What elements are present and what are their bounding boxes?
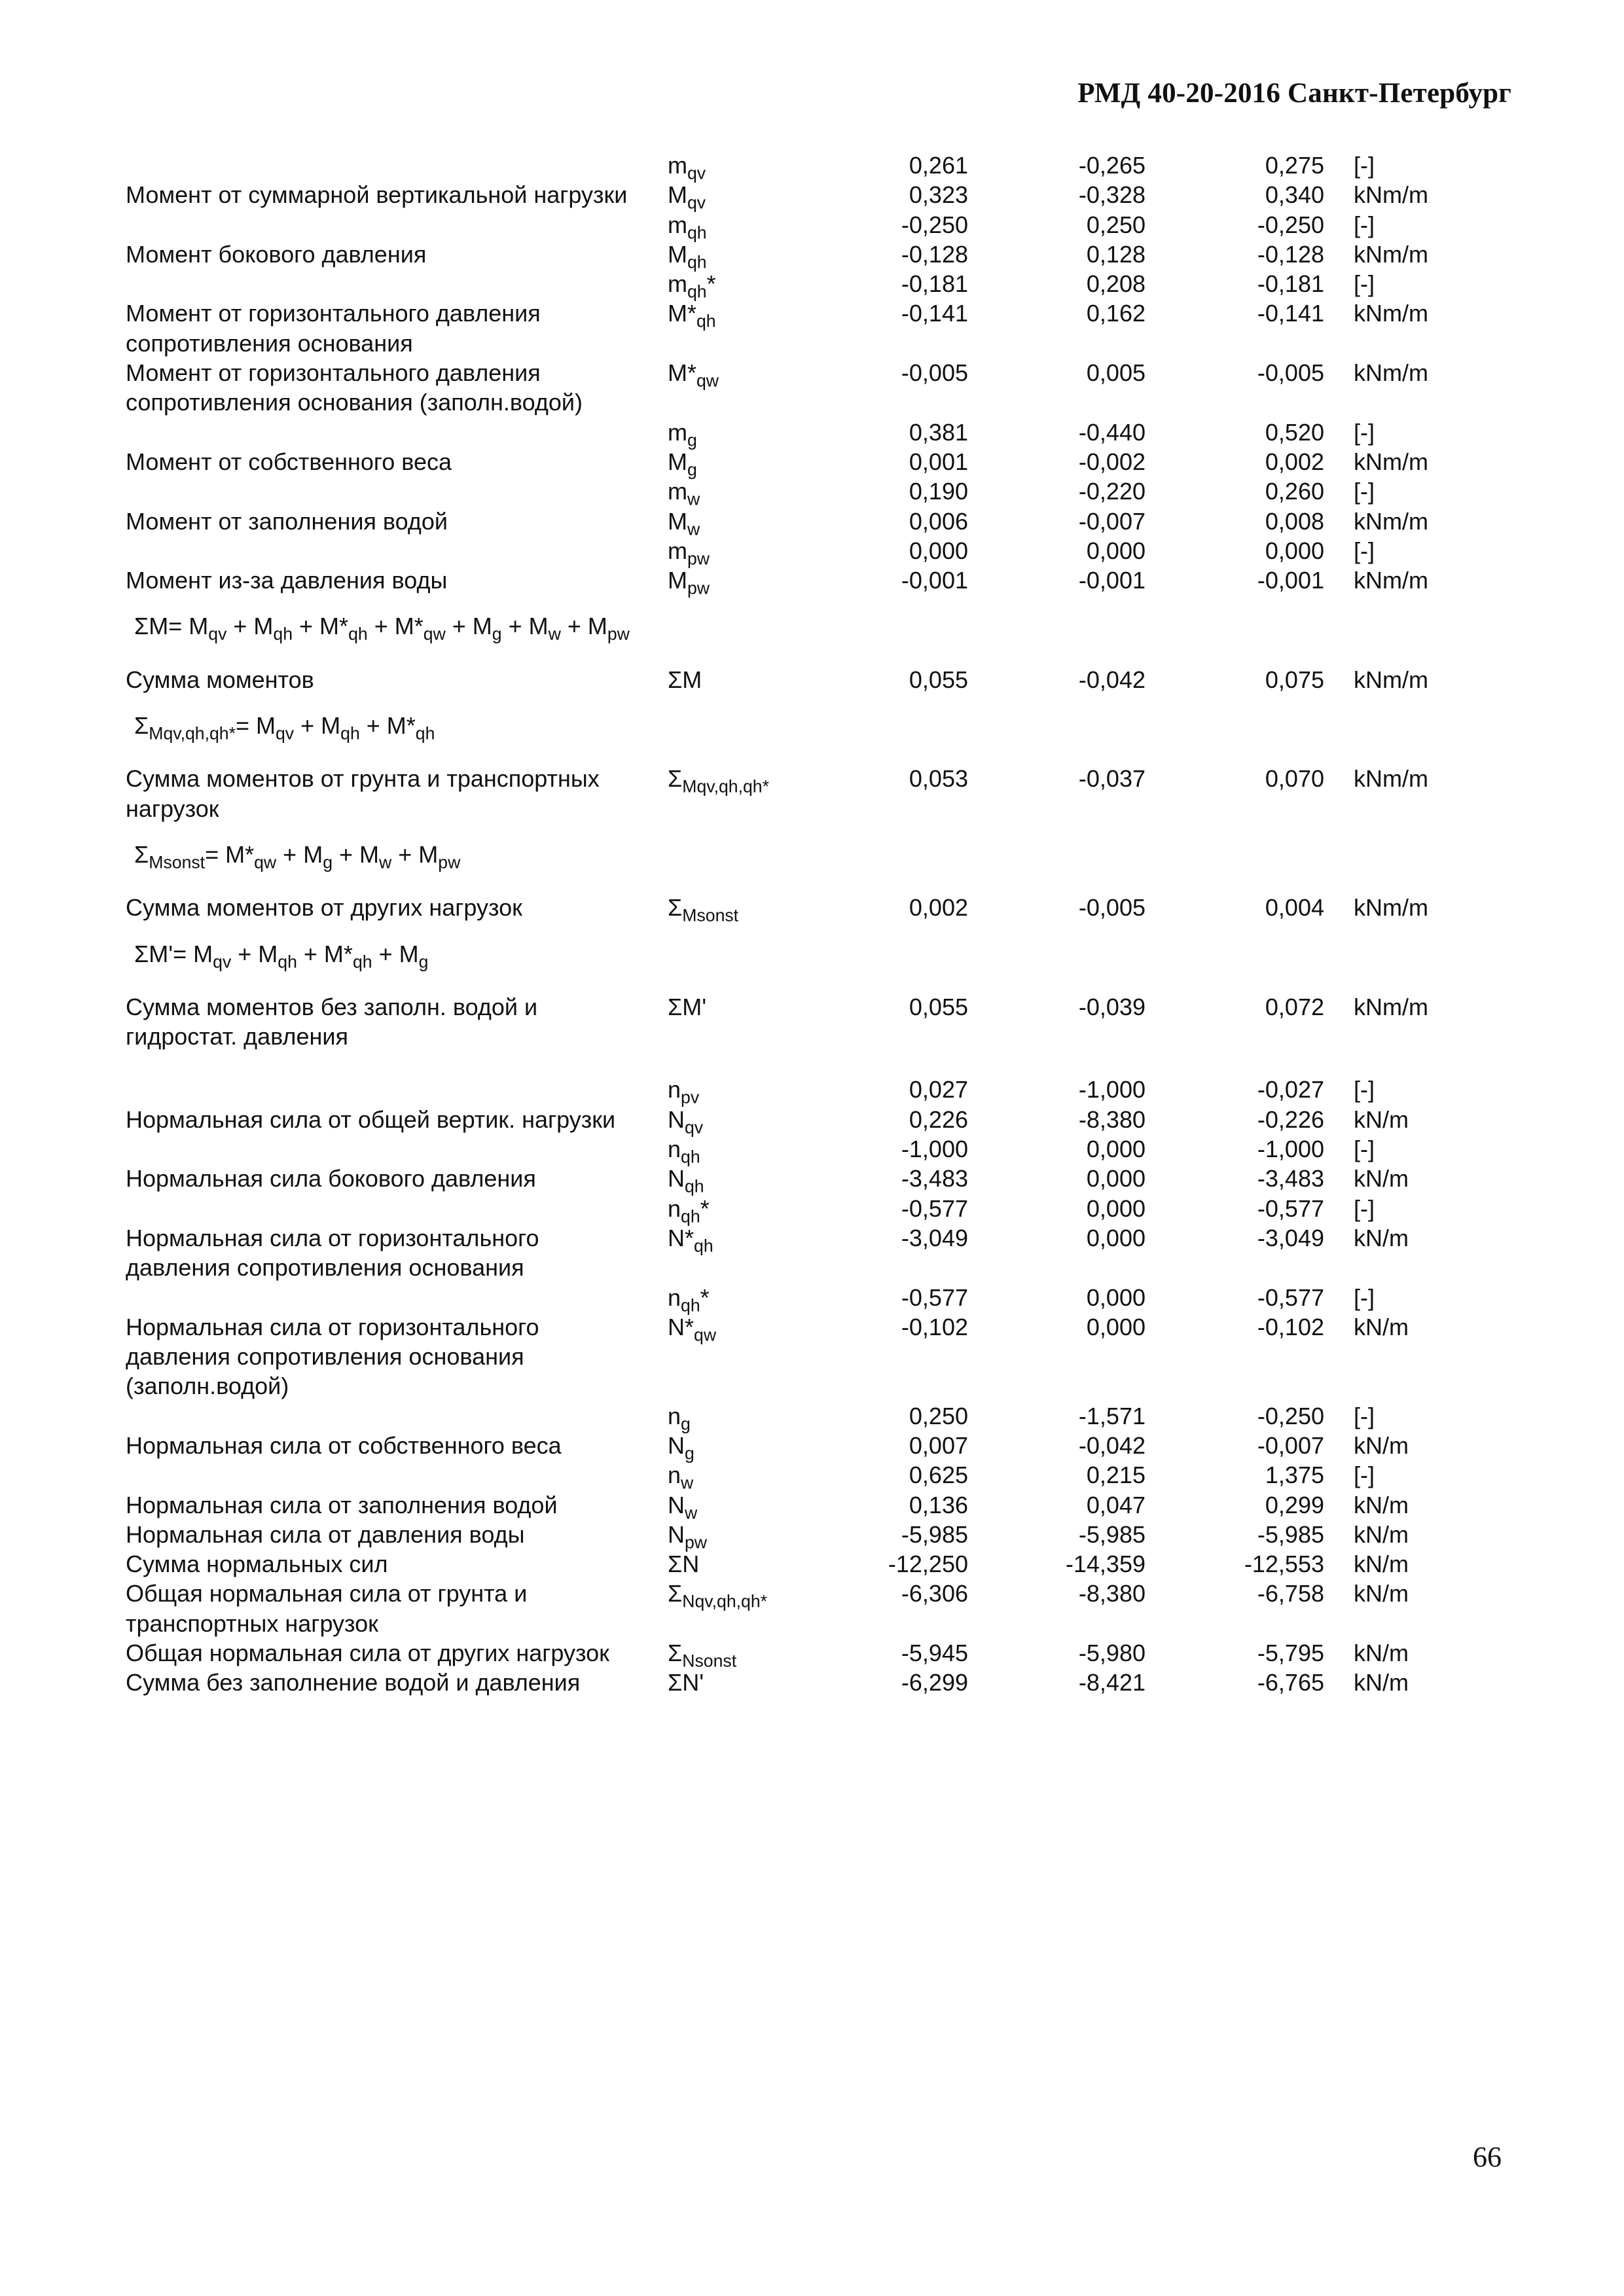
table-row [0,1283,1624,1316]
row-label [126,1401,649,1431]
unit: kN/m [1354,1640,1409,1667]
value-col-1: 0,055 [909,993,968,1020]
value-col-3: 0,520 [1265,418,1324,446]
unit: kN/m [1354,1551,1409,1578]
row-symbol: $m_{qh}$ [668,211,707,243]
unit: kNm/m [1354,240,1428,268]
unit: [-] [1354,152,1375,179]
row-symbol: $N_{qh}$ [668,1165,704,1196]
row-label: Момент от суммарной вертикальной нагрузки [126,181,628,209]
value-col-3: -0,577 [1257,1194,1324,1222]
row-symbol: $\Sigma_{Mqv,qh,qh*}$ [668,765,769,797]
sum-row-soil-traffic [0,764,1624,823]
unit: kNm/m [1354,765,1428,793]
table-row [0,210,1624,243]
value-col-1: 0,053 [909,765,968,793]
formula-sum-soil-traffic [0,711,1624,744]
row-symbol: $\Sigma_{Nsonst}$ [668,1640,737,1671]
unit: kNm/m [1354,567,1428,594]
value-col-1: 0,625 [909,1462,968,1489]
value-col-2: -0,039 [1078,993,1146,1020]
calculation-table [0,151,1624,1698]
document-header: РМД 40-20-2016 Санкт-Петербург [1077,78,1511,109]
value-col-3: -0,007 [1257,1431,1324,1459]
row-symbol: $M_w$ [668,507,700,539]
value-col-1: 0,001 [909,448,968,475]
value-col-2: -5,985 [1078,1520,1146,1548]
unit: kNm/m [1354,300,1428,327]
value-col-3: -0,250 [1257,211,1324,238]
value-col-1: -3,049 [901,1224,968,1251]
value-col-3: 0,070 [1265,765,1324,793]
value-col-2: 0,000 [1086,1313,1146,1340]
row-symbol: $N*_{qh}$ [668,1224,713,1256]
value-col-3: 0,000 [1265,537,1324,564]
row-symbol: $N_{qv}$ [668,1105,704,1138]
row-label: Момент от горизонтального давления сопротивления основания [126,300,541,357]
row-label [126,210,649,240]
value-col-1: -0,250 [901,211,968,238]
row-label: Момент от собственного веса [126,448,452,475]
table-row [0,1134,1624,1167]
table-row [0,269,1624,302]
row-label: Момент от горизонтального давления сопротивления основания (заполн.водой) [126,359,583,416]
value-col-1: 0,136 [909,1491,968,1518]
value-col-3: 0,004 [1265,894,1324,922]
value-col-2: -0,002 [1078,448,1146,475]
table-row [0,151,1624,183]
value-col-3: -3,049 [1257,1224,1324,1251]
row-symbol: $N_w$ [668,1491,698,1523]
row-symbol: $m_{pw}$ [668,537,710,569]
formula-text: $\Sigma_{Msonst}= M*_{qw} + M_g + M_w + M_{pw}$ [134,840,461,872]
unit: kN/m [1354,1431,1409,1459]
value-col-1: -1,000 [901,1136,968,1163]
value-col-3: -0,102 [1257,1313,1324,1340]
row-label [126,1194,649,1223]
row-symbol: $N_{pw}$ [668,1520,708,1552]
value-col-2: 0,162 [1086,300,1146,327]
unit: [-] [1354,211,1375,238]
value-col-3: 0,260 [1265,478,1324,505]
row-label [126,1460,649,1490]
value-col-2: 0,047 [1086,1491,1146,1518]
row-symbol: $n_g$ [668,1402,691,1434]
value-col-1: 0,250 [909,1402,968,1429]
row-symbol: $\Sigma_{Msonst}$ [668,894,739,925]
value-col-3: -5,795 [1257,1640,1324,1667]
value-col-1: 0,006 [909,507,968,535]
unit: [-] [1354,1402,1375,1429]
unit: kNm/m [1354,894,1428,922]
table-row [0,1223,1624,1283]
table-row [0,1164,1624,1196]
value-col-1: -0,102 [901,1313,968,1340]
value-col-2: -0,037 [1078,765,1146,793]
table-row [0,447,1624,480]
row-symbol: ΣM' [668,993,707,1020]
value-col-1: 0,226 [909,1105,968,1133]
value-col-1: 0,190 [909,478,968,505]
value-col-3: 1,375 [1265,1462,1324,1489]
table-row [0,418,1624,450]
value-col-3: 0,002 [1265,448,1324,475]
table-row [0,536,1624,569]
value-col-2: 0,000 [1086,1224,1146,1251]
row-label: Нормальная сила от общей вертик. нагрузки [126,1105,616,1133]
value-col-1: -6,306 [901,1580,968,1607]
unit: kN/m [1354,1165,1409,1193]
row-symbol: $n_{pv}$ [668,1076,700,1107]
formula-text: $\Sigma M= M_{qv} + M_{qh} + M*_{qh} + M*_{qw} + M_g + M_w + M_{pw}$ [134,613,630,644]
value-col-2: 0,000 [1086,537,1146,564]
unit: kN/m [1354,1105,1409,1133]
value-col-2: -8,421 [1078,1669,1146,1696]
row-symbol: $N_g$ [668,1431,695,1463]
value-col-1: 0,055 [909,666,968,693]
row-label [126,269,649,298]
row-label [126,1283,649,1312]
value-col-1: -0,141 [901,300,968,327]
unit: kNm/m [1354,181,1428,209]
row-symbol: $m_{qv}$ [668,152,706,183]
value-col-2: -0,328 [1078,181,1146,209]
value-col-2: 0,000 [1086,1283,1146,1311]
value-col-1: 0,261 [909,152,968,179]
unit: kN/m [1354,1669,1409,1696]
value-col-1: -0,181 [901,270,968,298]
row-symbol: ΣN' [668,1669,704,1696]
value-col-2: 0,005 [1086,359,1146,387]
row-label: Нормальная сила от заполнения водой [126,1491,558,1518]
formula-sum-other [0,840,1624,872]
table-row [0,1075,1624,1107]
sum-row-moments [0,665,1624,694]
table-row [0,1105,1624,1138]
value-col-2: -0,440 [1078,418,1146,446]
formula-text: $\Sigma_{Mqv,qh,qh*}= M_{qv} + M_{qh} + M*_{qh}$ [134,712,435,744]
row-symbol: $M*_{qw}$ [668,359,719,391]
value-col-3: -1,000 [1257,1136,1324,1163]
unit: kNm/m [1354,993,1428,1020]
value-col-1: -0,577 [901,1194,968,1222]
unit: [-] [1354,537,1375,564]
unit: [-] [1354,1194,1375,1222]
value-col-2: -0,007 [1078,507,1146,535]
row-label: Сумма нормальных сил [126,1551,388,1578]
table-row [0,476,1624,509]
row-label: Момент бокового давления [126,240,427,268]
table-row [0,507,1624,539]
value-col-1: 0,381 [909,418,968,446]
normal-forces-section [0,1075,1624,1697]
value-col-1: 0,002 [909,894,968,922]
row-label: Общая нормальная сила от других нагрузок [126,1640,609,1667]
sum-row-without-water [0,992,1624,1052]
row-symbol: ΣN [668,1551,700,1578]
value-col-2: -8,380 [1078,1105,1146,1133]
table-row [0,1460,1624,1493]
value-col-2: -1,571 [1078,1402,1146,1429]
unit: kNm/m [1354,359,1428,387]
unit: kNm/m [1354,507,1428,535]
sum-row-other [0,893,1624,925]
table-row [0,565,1624,598]
row-symbol: $n_{qh}*$ [668,1283,710,1316]
row-symbol: $\Sigma_{Nqv,qh,qh*}$ [668,1580,768,1611]
row-label: Нормальная сила бокового давления [126,1165,536,1193]
value-col-3: 0,072 [1265,993,1324,1020]
value-col-2: -0,005 [1078,894,1146,922]
unit: [-] [1354,1136,1375,1163]
row-label [126,536,649,565]
table-row [0,1431,1624,1463]
value-col-1: 0,007 [909,1431,968,1459]
value-col-3: -0,181 [1257,270,1324,298]
unit: [-] [1354,478,1375,505]
row-label [126,151,649,180]
value-col-2: 0,250 [1086,211,1146,238]
value-col-3: 0,075 [1265,666,1324,693]
value-col-3: -0,226 [1257,1105,1324,1133]
formula-sum-moments [0,611,1624,644]
row-label: Нормальная сила от давления воды [126,1520,525,1548]
value-col-2: 0,000 [1086,1194,1146,1222]
unit: kN/m [1354,1313,1409,1340]
value-col-1: -0,128 [901,240,968,268]
formula-sum-without-water [0,939,1624,972]
row-label: Нормальная сила от собственного веса [126,1431,562,1459]
unit: kN/m [1354,1224,1409,1251]
table-row [0,180,1624,213]
value-col-1: 0,323 [909,181,968,209]
value-col-3: -0,005 [1257,359,1324,387]
row-label: Сумма без заполнение водой и давления [126,1669,581,1696]
table-row [0,1579,1624,1638]
value-col-2: -8,380 [1078,1580,1146,1607]
row-symbol: $M*_{qh}$ [668,300,716,331]
value-col-2: -0,042 [1078,666,1146,693]
row-label: Момент из-за давления воды [126,567,448,594]
row-symbol: $m_g$ [668,418,697,450]
row-label: Сумма моментов от грунта и транспортных нагрузок [126,765,600,822]
value-col-1: -6,299 [901,1669,968,1696]
row-symbol: ΣM [668,666,702,693]
value-col-3: -5,985 [1257,1520,1324,1548]
value-col-2: -0,042 [1078,1431,1146,1459]
value-col-2: -0,265 [1078,152,1146,179]
value-col-2: -0,220 [1078,478,1146,505]
table-row [0,1401,1624,1434]
value-col-3: -0,577 [1257,1283,1324,1311]
row-label [126,1075,649,1104]
row-symbol: $N*_{qw}$ [668,1313,717,1345]
row-label: Нормальная сила от горизонтального давления сопротивления основания [126,1224,539,1282]
unit: [-] [1354,270,1375,298]
value-col-1: -0,577 [901,1283,968,1311]
unit: [-] [1354,418,1375,446]
row-label: Нормальная сила от горизонтального давления сопротивления основания (заполн.водой) [126,1313,539,1400]
value-col-1: -0,005 [901,359,968,387]
table-row [0,1490,1624,1523]
row-label: Сумма моментов без заполн. водой и гидростат. давления [126,993,538,1050]
value-col-1: -12,250 [888,1551,968,1578]
value-col-2: 0,000 [1086,1136,1146,1163]
value-col-3: -0,128 [1257,240,1324,268]
row-symbol: $M_{qv}$ [668,181,706,213]
row-label [126,476,649,506]
value-col-2: -14,359 [1065,1551,1146,1578]
row-label [126,418,649,447]
row-symbol: $n_w$ [668,1462,694,1493]
table-row [0,1638,1624,1671]
row-symbol: $n_{qh}*$ [668,1194,710,1227]
unit: kNm/m [1354,666,1428,693]
value-col-3: -6,758 [1257,1580,1324,1607]
row-label: Общая нормальная сила от грунта и транспортных нагрузок [126,1580,528,1637]
unit: kN/m [1354,1491,1409,1518]
value-col-3: -12,553 [1244,1551,1324,1578]
row-symbol: $M_{qh}$ [668,240,707,272]
row-symbol: $m_w$ [668,478,700,509]
value-col-3: -0,027 [1257,1076,1324,1103]
value-col-1: -5,985 [901,1520,968,1548]
row-label: Сумма моментов от других нагрузок [126,894,522,922]
moments-section [0,151,1624,598]
value-col-2: -1,000 [1078,1076,1146,1103]
value-col-2: 0,215 [1086,1462,1146,1489]
row-symbol: $M_{pw}$ [668,567,710,598]
table-row [0,1668,1624,1697]
value-col-3: 0,008 [1265,507,1324,535]
value-col-2: -5,980 [1078,1640,1146,1667]
unit: [-] [1354,1076,1375,1103]
table-row [0,1549,1624,1579]
table-row [0,1520,1624,1552]
value-col-2: 0,000 [1086,1165,1146,1193]
page-number: 66 [1473,2141,1502,2173]
value-col-1: 0,027 [909,1076,968,1103]
value-col-3: -0,001 [1257,567,1324,594]
table-row [0,1194,1624,1227]
value-col-3: 0,340 [1265,181,1324,209]
unit: [-] [1354,1462,1375,1489]
table-row [0,298,1624,358]
row-label: Момент от заполнения водой [126,507,448,535]
value-col-1: 0,000 [909,537,968,564]
value-col-3: -3,483 [1257,1165,1324,1193]
row-symbol: $M_g$ [668,448,697,480]
formula-text: $\Sigma M'= M_{qv} + M_{qh} + M*_{qh} + M_g$ [134,940,429,972]
row-label: Сумма моментов [126,666,314,693]
value-col-3: -0,250 [1257,1402,1324,1429]
unit: kNm/m [1354,448,1428,475]
value-col-3: 0,275 [1265,152,1324,179]
value-col-2: 0,128 [1086,240,1146,268]
row-symbol: $m_{qh}*$ [668,270,716,302]
unit: kN/m [1354,1580,1409,1607]
value-col-1: -0,001 [901,567,968,594]
table-row [0,1312,1624,1401]
value-col-3: -0,141 [1257,300,1324,327]
value-col-1: -3,483 [901,1165,968,1193]
unit: kN/m [1354,1520,1409,1548]
value-col-1: -5,945 [901,1640,968,1667]
unit: [-] [1354,1283,1375,1311]
value-col-2: 0,208 [1086,270,1146,298]
section-gap [0,1051,1624,1075]
value-col-3: -6,765 [1257,1669,1324,1696]
value-col-2: -0,001 [1078,567,1146,594]
row-label [126,1134,649,1164]
table-row [0,358,1624,418]
row-symbol: $n_{qh}$ [668,1136,700,1167]
value-col-3: 0,299 [1265,1491,1324,1518]
table-row [0,240,1624,272]
